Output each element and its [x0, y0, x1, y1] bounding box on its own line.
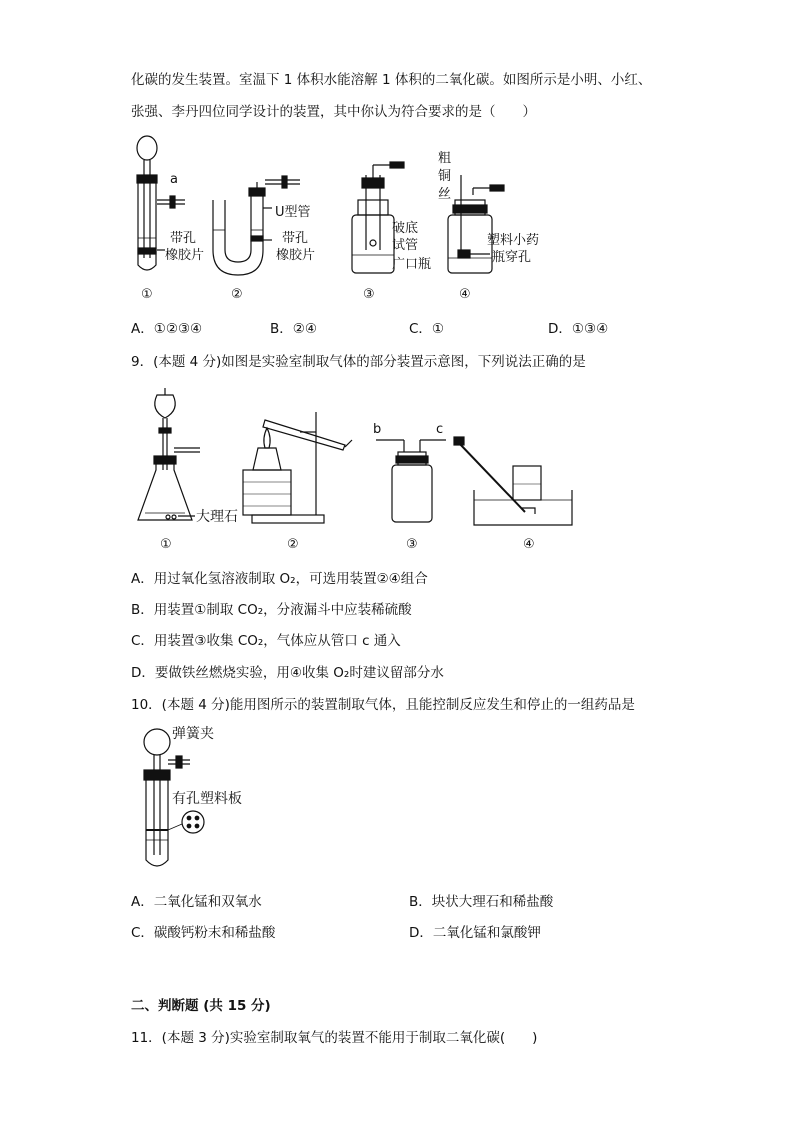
q9-num3: ③: [406, 537, 418, 552]
section-2-title: 二、判断题 (共 15 分): [131, 998, 271, 1014]
q8-label-cu: 粗: [438, 151, 452, 166]
q8-label-si: 丝: [438, 187, 452, 202]
q9-stem: 9．(本题 4 分)如图是实验室制取气体的部分装置示意图，下列说法正确的是: [131, 354, 586, 370]
q9-num4: ④: [523, 537, 535, 552]
q9-num2: ②: [287, 537, 299, 552]
q8-num3: ③: [363, 287, 375, 302]
q9-label-c: c: [436, 422, 444, 437]
q9-option-d: D．要做铁丝燃烧实验，用④收集 O₂时建议留部分水: [131, 665, 444, 681]
q9-label-b: b: [373, 422, 382, 437]
q8-label-dk1: 带孔: [170, 231, 197, 246]
q11-stem: 11．(本题 3 分)实验室制取氧气的装置不能用于制取二氧化碳( ): [131, 1030, 538, 1046]
q9-label-dalishi: 大理石: [196, 509, 238, 525]
q10-option-c: C．碳酸钙粉末和稀盐酸: [131, 925, 276, 941]
q10-label-clip: 弹簧夹: [172, 726, 214, 742]
q8-label-shiguan: 试管: [392, 238, 419, 253]
q9-option-a: A．用过氧化氢溶液制取 O₂，可选用装置②④组合: [131, 571, 428, 587]
q10-option-d: D．二氧化锰和氯酸钾: [409, 925, 541, 941]
q9-num1: ①: [160, 537, 172, 552]
q8-label-xj2: 橡胶片: [276, 248, 316, 263]
q10-option-a: A．二氧化锰和双氧水: [131, 894, 262, 910]
q8-option-d: D．①③④: [548, 321, 609, 337]
q8-num2: ②: [231, 287, 243, 302]
q10-label-board: 有孔塑料板: [172, 791, 242, 807]
q9-option-c: C．用装置③收集 CO₂，气体应从管口 c 通入: [131, 633, 401, 649]
q10-option-b: B．块状大理石和稀盐酸: [409, 894, 554, 910]
q8-label-a: a: [170, 172, 178, 187]
q8-label-suliao: 塑料小药: [487, 233, 540, 248]
q8-label-guangkou: 广口瓶: [392, 257, 432, 272]
q8-label-dk2: 带孔: [282, 231, 309, 246]
q8-label-ping: 瓶穿孔: [492, 250, 532, 265]
q8-label-xj1: 橡胶片: [165, 248, 205, 263]
q8-label-tong: 铜: [438, 169, 452, 184]
q8-text-line2: 张强、李丹四位同学设计的装置，其中你认为符合要求的是（ ）: [131, 104, 536, 120]
q8-label-utube: U型管: [275, 205, 311, 220]
q9-option-b: B．用装置①制取 CO₂，分液漏斗中应装稀硫酸: [131, 602, 412, 618]
q8-option-a: A．①②③④: [131, 321, 203, 337]
q8-option-c: C．①: [409, 321, 445, 337]
q8-num1: ①: [141, 287, 153, 302]
q8-num4: ④: [459, 287, 471, 302]
q10-stem: 10．(本题 4 分)能用图所示的装置制取气体，且能控制反应发生和停止的一组药品是: [131, 697, 635, 713]
q8-text-line1: 化碳的发生装置。室温下 1 体积水能溶解 1 体积的二氧化碳。如图所示是小明、小红、: [131, 72, 652, 88]
q8-option-b: B．②④: [270, 321, 317, 337]
q8-label-podi: 破底: [392, 221, 419, 236]
